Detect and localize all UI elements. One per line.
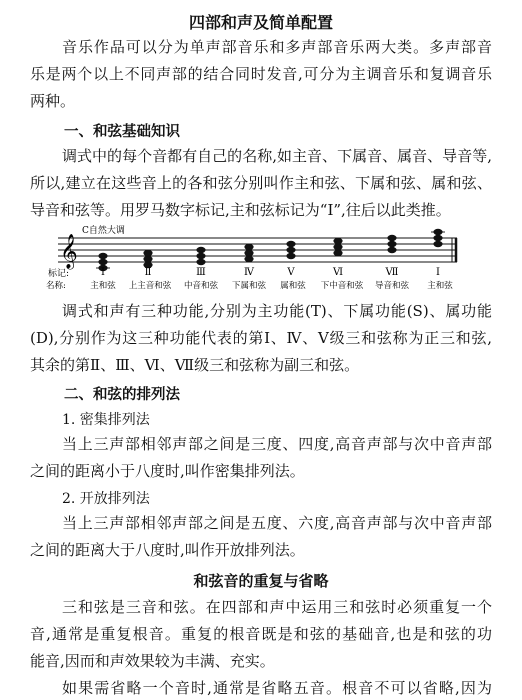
- treble-clef-icon: 𝄞: [60, 234, 78, 269]
- subheading-close-position: 1. 密集排列法: [62, 412, 150, 428]
- chord-basics-line-2: 所以,建立在这些音上的各和弦分别叫作主和弦、下属和弦、属和弦、: [30, 174, 492, 192]
- numeral-2: Ⅱ: [144, 267, 152, 278]
- numeral-5: Ⅴ: [287, 267, 295, 278]
- chord-name-8: 主和弦: [427, 281, 453, 291]
- subheading-open-position: 2. 开放排列法: [62, 491, 150, 507]
- numeral-1: Ⅰ: [101, 267, 105, 278]
- intro-line-3: 两种。: [30, 92, 76, 110]
- chord-2: [143, 250, 152, 268]
- numeral-6: Ⅵ: [332, 267, 344, 278]
- staff-names-label: 名称:: [46, 281, 66, 291]
- close-position-line-2: 之间的距离小于八度时,叫作密集排列法。: [30, 462, 305, 480]
- functions-line-2: (D),分别作为这三种功能代表的第Ⅰ、Ⅳ、Ⅴ级三和弦称为正三和弦,: [30, 329, 492, 347]
- functions-line-3: 其余的第Ⅱ、Ⅲ、Ⅵ、Ⅶ级三和弦称为副三和弦。: [30, 356, 360, 374]
- doubling-line-2: 音,通常是重复根音。重复的根音既是和弦的基础音,也是和弦的功: [30, 625, 492, 643]
- section-heading-doubling: 和弦音的重复与省略: [193, 572, 329, 590]
- chord-4: [244, 244, 253, 262]
- chord-name-2: 上主音和弦: [128, 281, 172, 291]
- doubling-line-1: 三和弦是三音和弦。在四部和声中运用三和弦时必须重复一个: [62, 598, 492, 616]
- chord-basics-line-3: 导音和弦等。用罗马数字标记,主和弦标记为“Ⅰ”,往后以此类推。: [30, 201, 451, 219]
- numeral-7: Ⅶ: [385, 267, 399, 278]
- chord-name-3: 中音和弦: [183, 281, 219, 291]
- chord-name-5: 属和弦: [280, 281, 306, 291]
- chord-5: [286, 241, 295, 259]
- staff-key-label: C自然大调: [82, 226, 125, 236]
- open-position-line-1: 当上三声部相邻声部之间是五度、六度,高音声部与次中音声部: [62, 514, 492, 532]
- chord-name-7: 导音和弦: [374, 281, 410, 291]
- doubling-line-3: 能音,因而和声效果较为丰满、充实。: [30, 652, 275, 670]
- doubling-line-4: 如果需省略一个音时,通常是省略五音。根音不可以省略,因为: [62, 679, 492, 697]
- numeral-8: Ⅰ: [436, 267, 440, 278]
- chord-7: [387, 235, 396, 253]
- section-heading-chord-basics: 一、和弦基础知识: [64, 124, 180, 140]
- intro-line-2: 乐是两个以上不同声部的结合同时发音,可分为主调音乐和复调音乐: [30, 65, 492, 83]
- chord-3: [196, 247, 205, 265]
- staff-marks-label: 标记:: [48, 269, 70, 279]
- numeral-4: Ⅳ: [244, 267, 254, 278]
- chord-name-1: 主和弦: [90, 281, 116, 291]
- chord-basics-line-1: 调式中的每个音都有自己的名称,如主音、下属音、属音、导音等,: [62, 147, 492, 165]
- numeral-3: Ⅲ: [196, 267, 206, 278]
- chord-name-6: 下中音和弦: [320, 281, 364, 291]
- chord-6: [333, 238, 342, 256]
- chord-staff-figure: [40, 224, 480, 294]
- close-position-line-1: 当上三声部相邻声部之间是三度、四度,高音声部与次中音声部: [62, 435, 492, 453]
- open-position-line-2: 之间的距离大于八度时,叫作开放排列法。: [30, 541, 305, 559]
- chord-name-4: 下属和弦: [231, 281, 267, 291]
- intro-line-1: 音乐作品可以分为单声部音乐和多声部音乐两大类。多声部音: [62, 38, 492, 56]
- section-heading-arrangement: 二、和弦的排列法: [64, 387, 180, 403]
- page-title: 四部和声及简单配置: [188, 13, 333, 32]
- functions-line-1: 调式和声有三种功能,分别为主功能(T)、下属功能(S)、属功能: [62, 302, 492, 320]
